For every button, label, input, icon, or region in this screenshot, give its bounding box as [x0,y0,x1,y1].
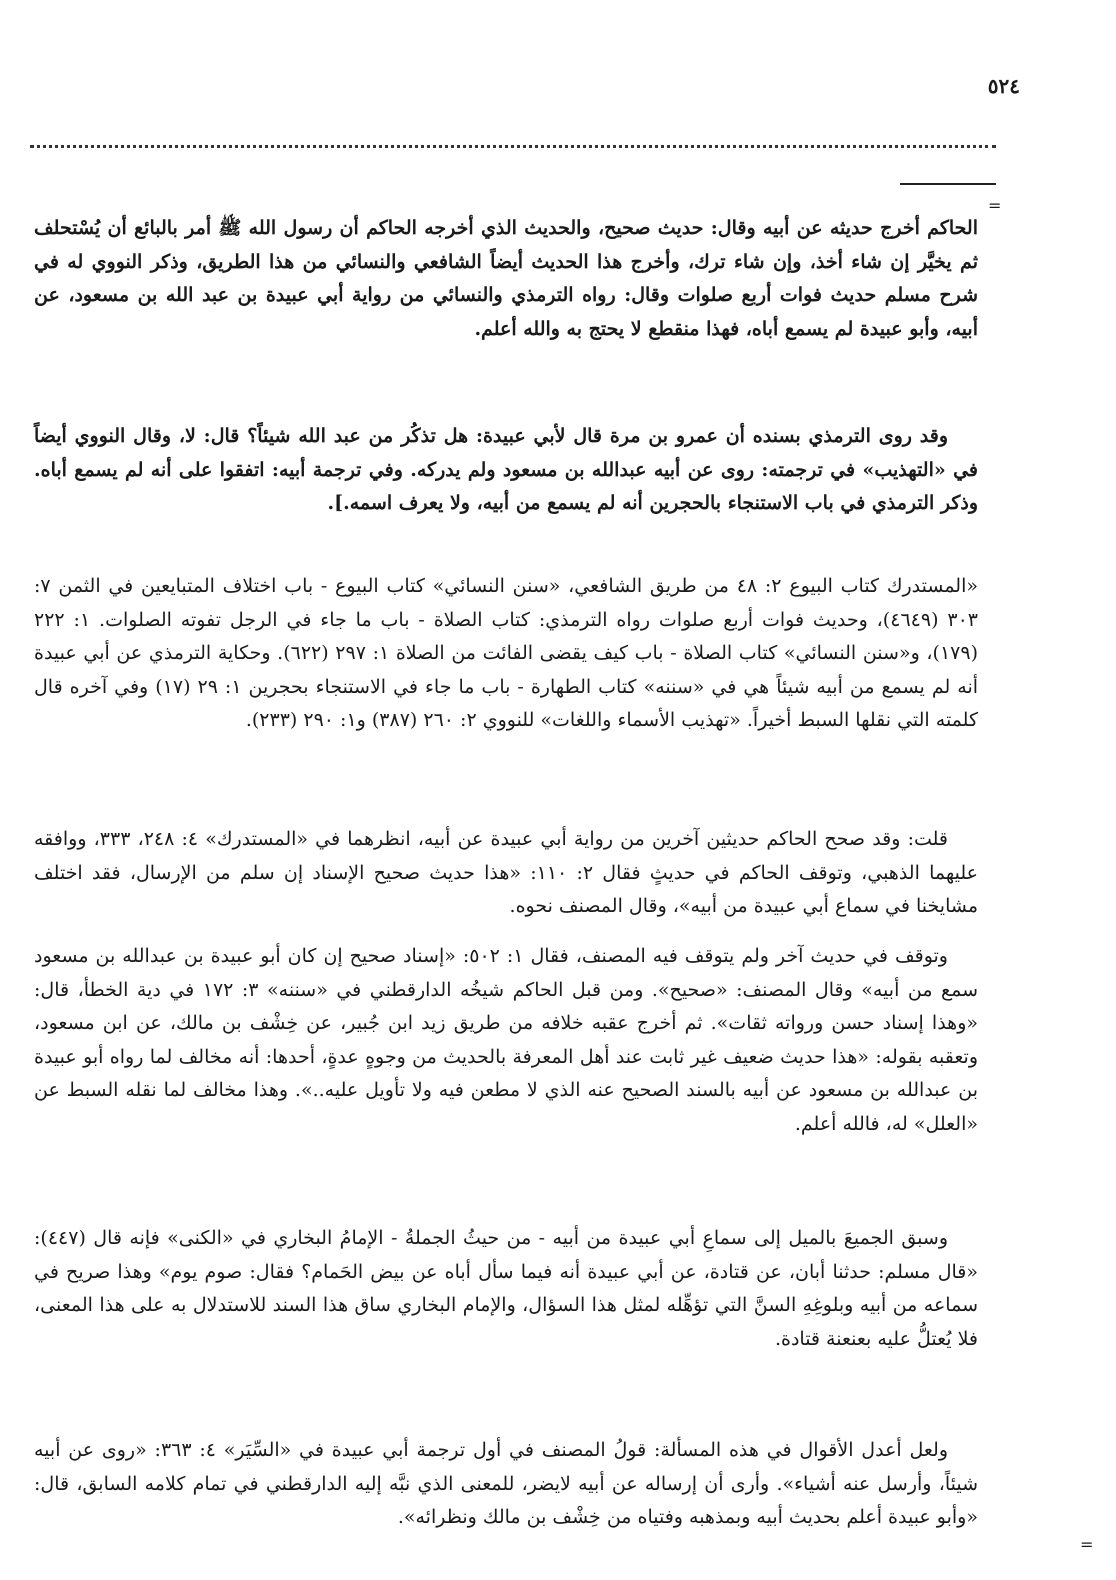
comment-paragraph-conclusion [34,1434,978,1535]
paragraph: قلت: وقد صحح الحاكم حديثين آخرين من رواية أبي عبيدة عن أبيه، انظرهما في «المستدرك» ٤: ٢٤٨، ٣٣٣، ووافقه عليهما الذهبي، وتوقف الحاكم في حديثٍ فقال ٢: ١١٠: «هذا حديث صحيح الإسناد إن سلم من الإرسال، فقد اختلف مشايخنا في سماع أبي عبيدة من أبيه»، وقال المصنف نحوه. [34,828,978,917]
continuation-mark-start: = [988,196,1002,215]
paragraph: ولعل أعدل الأقوال في هذه المسألة: قولُ المصنف في أول ترجمة أبي عبيدة في «السِّيَر» ٤: ٣٦٣: «روى عن أبيه شيئاً، وأرسل عنه أشياء». وأرى أن إرساله عن أبيه لايضر، للمعنى الذي نبَّه إليه الدارقطني في تمام كلامه السابق، قال: «وأبو عبيدة أعلم بحديث أبيه وبمذهبه وفتياه من خِشْف بن مالك ونظرائه». [34,1439,978,1528]
footnote-continuation-text [34,212,978,346]
continuation-mark-end: = [1080,1535,1094,1554]
footnote-rule [900,183,996,185]
paragraph: «المستدرك كتاب البيوع ٢: ٤٨ من طريق الشافعي، «سنن النسائي» كتاب البيوع - باب اختلاف المتبايعين في الثمن ٧: ٣٠٣ (٤٦٤٩)، وحديث فوات أربع صلوات رواه الترمذي: كتاب الصلاة - باب ما جاء في الرجل تفوته الصلوات. ١: ٢٢٢ (١٧٩)، و«سنن النسائي» كتاب الصلاة - باب كيف يقضى الفائت من الصلاة ١: ٢٩٧ (٦٢٢). وحكاية الترمذي عن أبي عبيدة أنه لم يسمع من أبيه شيئاً هي في «سننه» كتاب الطهارة - باب ما جاء في الاستنجاء بحجرين ١: ٢٩ (١٧) وفي آخره قال كلمته التي نقلها السبط أخيراً. «تهذيب الأسماء واللغات» للنووي ٢: ٢٦٠ (٣٨٧) و١: ٢٩٠ (٢٣٣). [34,575,979,731]
comment-paragraph-daraqutni [34,940,978,1141]
dotted-separator [30,145,996,148]
paragraph: وسبق الجميعَ بالميل إلى سماعِ أبي عبيدة من أبيه - من حيثُ الجملةُ - الإمامُ البخاري في «الكنى» فإنه قال (٤٤٧): «قال مسلم: حدثنا أبان، عن قتادة، عن أبي عبيدة أنه فيما سأل أباه عن بيض الحَمام؟ فقال: صوم يوم» وهذا صريح في سماعه من أبيه وبلوغِهِ السنَّ التي تؤهِّله لمثل هذا السؤال، والإمام البخاري ساق هذا السند للاستدلال به على هذا المعنى، فلا يُعتلُّ عليه بعنعنة قتادة. [34,1227,978,1350]
comment-paragraph-hakim [34,823,978,924]
comment-paragraph-bukhari [34,1222,978,1356]
paragraph: وتوقف في حديث آخر ولم يتوقف فيه المصنف، فقال ١: ٥٠٢: «إسناد صحيح إن كان أبو عبيدة بن عبدالله بن مسعود سمع من أبيه» وقال المصنف: «صحيح». ومن قبل الحاكم شيخُه الدارقطني في «سننه» ٣: ١٧٢ في دية الخطأ، قال: «وهذا إسناد حسن ورواته ثقات». ثم أخرج عقبه خلافه من طريق زيد ابن جُبير، عن خِشْف بن مالك، عن ابن مسعود، وتعقبه بقوله: «هذا حديث ضعيف غير ثابت عند أهل المعرفة بالحديث من وجوهٍ عدةٍ، أحدها: أنه مخالف لما رواه أبو عبيدة بن عبدالله بن مسعود عن أبيه بالسند الصحيح عنه الذي لا مطعن فيه ولا تأويل عليه..». وهذا مخالف لما نقله السبط عن «العلل» له، فالله أعلم. [34,945,979,1135]
references-paragraph [34,570,978,738]
paragraph: الحاكم أخرج حديثه عن أبيه وقال: حديث صحيح، والحديث الذي أخرجه الحاكم أن رسول الله ﷺ أمر بالبائع أن يُسْتحلف ثم يخيَّر إن شاء أخذ، وإن شاء ترك، وأخرج هذا الحديث أيضاً الشافعي والنسائي من هذا الطريق، وذكر النووي له في شرح مسلم حديث فوات أربع صلوات وقال: رواه الترمذي والنسائي من رواية أبي عبيدة بن عبد الله بن مسعود، عن أبيه، وأبو عبيدة لم يسمع أباه، فهذا منقطع لا يحتج به والله أعلم. [34,217,978,340]
paragraph: وقد روى الترمذي بسنده أن عمرو بن مرة قال لأبي عبيدة: هل تذكُر من عبد الله شيئاً؟ قال: لا، وقال النووي أيضاً في «التهذيب» في ترجمته: روى عن أبيه عبدالله بن مسعود ولم يدركه. وفي ترجمة أبيه: اتفقوا على أنه لم يسمع أباه. وذكر الترمذي في باب الاستنجاء بالحجرين أنه لم يسمع من أبيه، ولا يعرف اسمه.]. [34,425,978,514]
page-number: ٥٢٤ [987,74,1020,98]
footnote-paragraph-tirmidhi [34,420,978,521]
